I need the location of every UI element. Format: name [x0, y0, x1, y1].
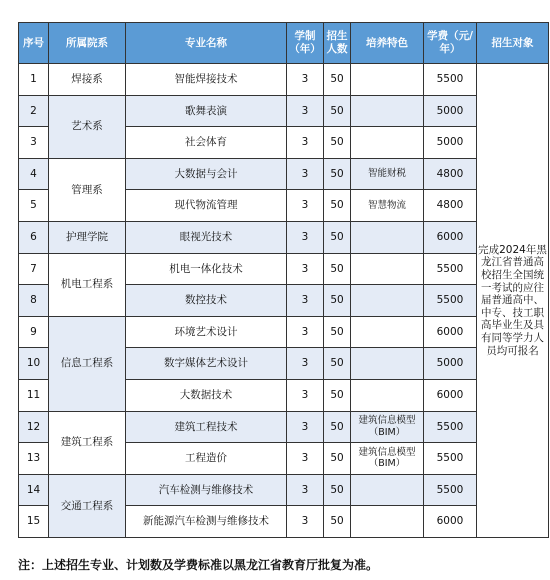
table-row	[19, 474, 549, 506]
header-major: 专业名称	[126, 23, 287, 64]
row-number: 7	[19, 253, 49, 285]
training-feature	[351, 474, 424, 506]
tuition-fee: 6000	[424, 221, 477, 253]
enrollment-quota: 50	[324, 158, 351, 190]
header-years: 学制（年）	[287, 23, 324, 64]
study-years: 3	[287, 64, 324, 96]
training-feature: 智慧物流	[351, 190, 424, 222]
tuition-fee: 5000	[424, 348, 477, 380]
training-feature	[351, 379, 424, 411]
enrollment-quota: 50	[324, 474, 351, 506]
study-years: 3	[287, 190, 324, 222]
row-number: 14	[19, 474, 49, 506]
college-name: 护理学院	[49, 221, 126, 253]
enrollment-table	[18, 22, 549, 538]
major-name: 环境艺术设计	[126, 316, 287, 348]
tuition-fee: 5500	[424, 253, 477, 285]
college-name: 艺术系	[49, 95, 126, 158]
header-target: 招生对象	[477, 23, 549, 64]
major-name: 工程造价	[126, 443, 287, 475]
tuition-fee: 5500	[424, 411, 477, 443]
training-feature: 建筑信息模型（BIM）	[351, 443, 424, 475]
header-no: 序号	[19, 23, 49, 64]
row-number: 5	[19, 190, 49, 222]
major-name: 汽车检测与维修技术	[126, 474, 287, 506]
row-number: 10	[19, 348, 49, 380]
major-name: 机电一体化技术	[126, 253, 287, 285]
major-name: 社会体育	[126, 127, 287, 159]
study-years: 3	[287, 253, 324, 285]
study-years: 3	[287, 127, 324, 159]
enrollment-quota: 50	[324, 221, 351, 253]
college-name: 管理系	[49, 158, 126, 221]
enrollment-quota: 50	[324, 506, 351, 538]
row-number: 9	[19, 316, 49, 348]
tuition-fee: 5500	[424, 443, 477, 475]
tuition-fee: 5000	[424, 127, 477, 159]
enrollment-quota: 50	[324, 411, 351, 443]
major-name: 数控技术	[126, 285, 287, 317]
training-feature: 建筑信息模型（BIM）	[351, 411, 424, 443]
study-years: 3	[287, 95, 324, 127]
major-name: 智能焊接技术	[126, 64, 287, 96]
major-name: 数字媒体艺术设计	[126, 348, 287, 380]
row-number: 6	[19, 221, 49, 253]
training-feature	[351, 221, 424, 253]
major-name: 歌舞表演	[126, 95, 287, 127]
study-years: 3	[287, 443, 324, 475]
row-number: 4	[19, 158, 49, 190]
row-number: 1	[19, 64, 49, 96]
table-row	[19, 411, 549, 443]
tuition-fee: 5500	[424, 64, 477, 96]
table-row	[19, 316, 549, 348]
table-row	[19, 253, 549, 285]
training-feature: 智能财税	[351, 158, 424, 190]
college-name: 机电工程系	[49, 253, 126, 316]
study-years: 3	[287, 379, 324, 411]
study-years: 3	[287, 316, 324, 348]
study-years: 3	[287, 411, 324, 443]
enrollment-quota: 50	[324, 190, 351, 222]
enrollment-quota: 50	[324, 316, 351, 348]
tuition-fee: 6000	[424, 316, 477, 348]
training-feature	[351, 506, 424, 538]
row-number: 2	[19, 95, 49, 127]
enrollment-quota: 50	[324, 95, 351, 127]
enrollment-quota: 50	[324, 64, 351, 96]
row-number: 12	[19, 411, 49, 443]
enrollment-quota: 50	[324, 443, 351, 475]
training-feature	[351, 316, 424, 348]
header-row	[19, 23, 549, 64]
major-name: 建筑工程技术	[126, 411, 287, 443]
college-name: 信息工程系	[49, 316, 126, 411]
header-feature: 培养特色	[351, 23, 424, 64]
study-years: 3	[287, 348, 324, 380]
tuition-fee: 5500	[424, 285, 477, 317]
study-years: 3	[287, 221, 324, 253]
study-years: 3	[287, 506, 324, 538]
training-feature	[351, 64, 424, 96]
college-name: 交通工程系	[49, 474, 126, 537]
college-name: 焊接系	[49, 64, 126, 96]
major-name: 大数据技术	[126, 379, 287, 411]
training-feature	[351, 285, 424, 317]
table-body	[19, 64, 549, 538]
enrollment-quota: 50	[324, 253, 351, 285]
enrollment-quota: 50	[324, 348, 351, 380]
enrollment-quota: 50	[324, 285, 351, 317]
target-description: 完成2024年黑龙江省普通高校招生全国统一考试的应往届普通高中、中专、技工职高毕业生及具有同等学力人员均可报名	[477, 64, 549, 538]
tuition-fee: 5500	[424, 474, 477, 506]
tuition-fee: 4800	[424, 158, 477, 190]
table-row	[19, 221, 549, 253]
study-years: 3	[287, 285, 324, 317]
training-feature	[351, 253, 424, 285]
row-number: 11	[19, 379, 49, 411]
training-feature	[351, 348, 424, 380]
table-row	[19, 158, 549, 190]
training-feature	[351, 127, 424, 159]
study-years: 3	[287, 474, 324, 506]
table-row	[19, 95, 549, 127]
row-number: 3	[19, 127, 49, 159]
enrollment-quota: 50	[324, 127, 351, 159]
major-name: 现代物流管理	[126, 190, 287, 222]
header-quota: 招生人数	[324, 23, 351, 64]
study-years: 3	[287, 158, 324, 190]
training-feature	[351, 95, 424, 127]
row-number: 15	[19, 506, 49, 538]
row-number: 13	[19, 443, 49, 475]
tuition-fee: 6000	[424, 506, 477, 538]
college-name: 建筑工程系	[49, 411, 126, 474]
footnote: 注：上述招生专业、计划数及学费标准以黑龙江省教育厅批复为准。	[18, 558, 379, 572]
header-fee: 学费（元/年）	[424, 23, 477, 64]
tuition-fee: 6000	[424, 379, 477, 411]
enrollment-quota: 50	[324, 379, 351, 411]
major-name: 新能源汽车检测与维修技术	[126, 506, 287, 538]
tuition-fee: 5000	[424, 95, 477, 127]
row-number: 8	[19, 285, 49, 317]
header-college: 所属院系	[49, 23, 126, 64]
table-row	[19, 64, 549, 96]
major-name: 眼视光技术	[126, 221, 287, 253]
major-name: 大数据与会计	[126, 158, 287, 190]
tuition-fee: 4800	[424, 190, 477, 222]
